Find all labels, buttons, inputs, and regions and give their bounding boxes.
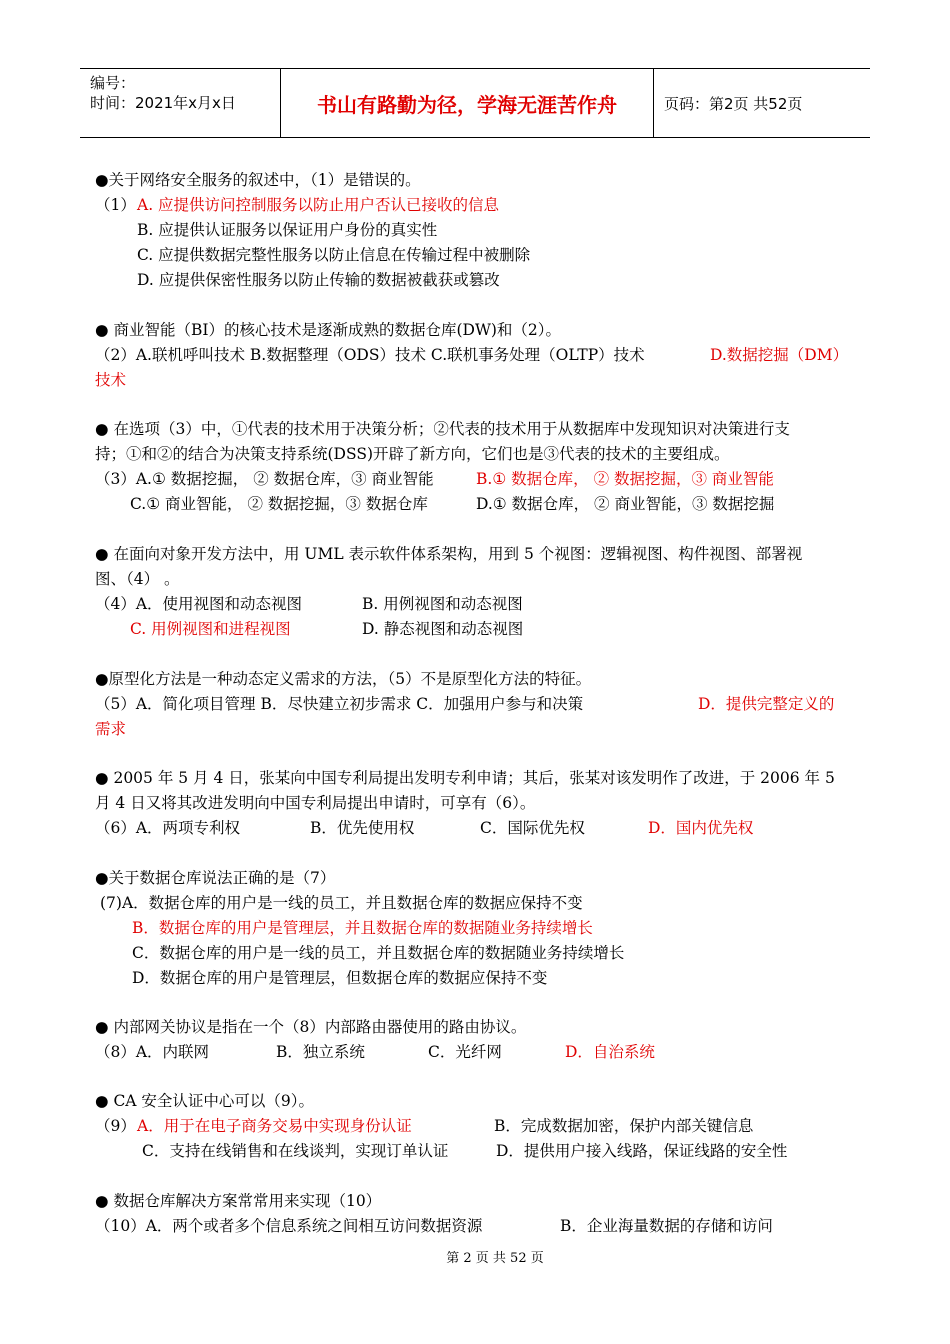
question-stem-continued: 月 4 日又将其改进发明向中国专利局提出申请时，可享有（6）。	[95, 794, 536, 812]
header-motto: 书山有路勤为径，学海无涯苦作舟	[281, 69, 654, 137]
option-b: B．优先使用权	[310, 819, 415, 837]
header-meta-cell	[80, 69, 281, 137]
question-stem-continued: 图、（4） 。	[95, 570, 180, 588]
option-c: C.① 商业智能， ② 数据挖掘，③ 数据仓库	[130, 495, 428, 513]
option-d: D.① 数据仓库， ② 商业智能，③ 数据挖掘	[476, 495, 775, 513]
option-d: D．提供完整定义的	[698, 695, 835, 713]
question-stem: ● 2005 年 5 月 4 日，张某向中国专利局提出发明专利申请；其后，张某对该发明作了改进，于 2006 年 5	[95, 769, 835, 787]
option-a: （4）A．使用视图和动态视图	[95, 595, 303, 613]
header-time: 时间：2021年x月x日	[90, 94, 236, 112]
option-b: B.① 数据仓库， ② 数据挖掘，③ 商业智能	[476, 470, 774, 488]
page-header	[80, 68, 870, 138]
option-d: D.数据挖掘（DM）	[710, 346, 849, 364]
question-stem: ● 在选项（3）中，①代表的技术用于决策分析；②代表的技术用于从数据库中发现知识对决策进行支	[95, 420, 790, 438]
options-line: （5）A．简化项目管理 B．尽快建立初步需求 C．加强用户参与和决策	[95, 695, 584, 713]
option-c: C. 应提供数据完整性服务以防止信息在传输过程中被删除	[137, 246, 531, 264]
option-a: A．用于在电子商务交易中实现身份认证	[137, 1117, 412, 1135]
option-b: B．企业海量数据的存储和访问	[560, 1217, 773, 1235]
option-a: (7)A．数据仓库的用户是一线的员工，并且数据仓库的数据应保持不变	[100, 894, 583, 912]
question-stem: ●原型化方法是一种动态定义需求的方法，（5）不是原型化方法的特征。	[95, 670, 592, 688]
option-c: C．数据仓库的用户是一线的员工，并且数据仓库的数据随业务持续增长	[132, 944, 625, 962]
header-number: 编号：	[90, 74, 136, 92]
option-d: D. 静态视图和动态视图	[362, 620, 524, 638]
question-stem: ● CA 安全认证中心可以（9）。	[95, 1092, 315, 1110]
option-c: C．国际优先权	[480, 819, 585, 837]
option-a: （8）A．内联网	[95, 1043, 210, 1061]
question-number: （1）	[95, 196, 136, 214]
option-c: C．光纤网	[428, 1043, 502, 1061]
option-b: B. 应提供认证服务以保证用户身份的真实性	[137, 221, 438, 239]
option-a: （6）A．两项专利权	[95, 819, 241, 837]
option-d-continued: 技术	[95, 371, 127, 389]
question-stem: ● 商业智能（BI）的核心技术是逐渐成熟的数据仓库(DW)和（2）。	[95, 321, 562, 339]
option-a: A. 应提供访问控制服务以防止用户否认已接收的信息	[137, 196, 500, 214]
option-b: B．数据仓库的用户是管理层，并且数据仓库的数据随业务持续增长	[132, 919, 593, 937]
option-c: C. 用例视图和进程视图	[130, 620, 291, 638]
question-stem-continued: 持；①和②的结合为决策支持系统(DSS)开辟了新方向，它们也是③代表的技术的主要组成。	[95, 445, 730, 463]
question-stem: ● 在面向对象开发方法中，用 UML 表示软件体系架构，用到 5 个视图：逻辑视图、构件视图、部署视	[95, 545, 803, 563]
option-d: D．提供用户接入线路，保证线路的安全性	[496, 1142, 788, 1160]
question-stem: ● 内部网关协议是指在一个（8）内部路由器使用的路由协议。	[95, 1018, 527, 1036]
question-stem: ●关于数据仓库说法正确的是（7）	[95, 869, 336, 887]
option-d: D. 应提供保密性服务以防止传输的数据被截获或篡改	[137, 271, 500, 289]
option-d: D．数据仓库的用户是管理层，但数据仓库的数据应保持不变	[132, 969, 548, 987]
option-b: B．完成数据加密，保护内部关键信息	[494, 1117, 754, 1135]
options-line: （2）A.联机呼叫技术 B.数据整理（ODS）技术 C.联机事务处理（OLTP）技术	[95, 346, 645, 364]
question-stem: ●关于网络安全服务的叙述中，（1）是错误的。	[95, 171, 421, 189]
option-d: D．国内优先权	[648, 819, 754, 837]
question-number: （9）	[95, 1117, 136, 1135]
option-a: （10）A．两个或者多个信息系统之间相互访问数据资源	[95, 1217, 483, 1235]
option-a: （3）A.① 数据挖掘， ② 数据仓库，③ 商业智能	[95, 470, 434, 488]
option-d-continued: 需求	[95, 720, 127, 738]
option-b: B．独立系统	[276, 1043, 365, 1061]
page-footer	[0, 1247, 950, 1266]
option-d: D．自治系统	[565, 1043, 655, 1061]
header-page-info: 页码：第2页 共52页	[664, 95, 803, 113]
question-stem: ● 数据仓库解决方案常常用来实现（10）	[95, 1192, 382, 1210]
option-c: C．支持在线销售和在线谈判，实现订单认证	[142, 1142, 449, 1160]
footer-page-number: 第 2 页 共 52 页	[446, 1251, 544, 1266]
option-b: B. 用例视图和动态视图	[362, 595, 523, 613]
